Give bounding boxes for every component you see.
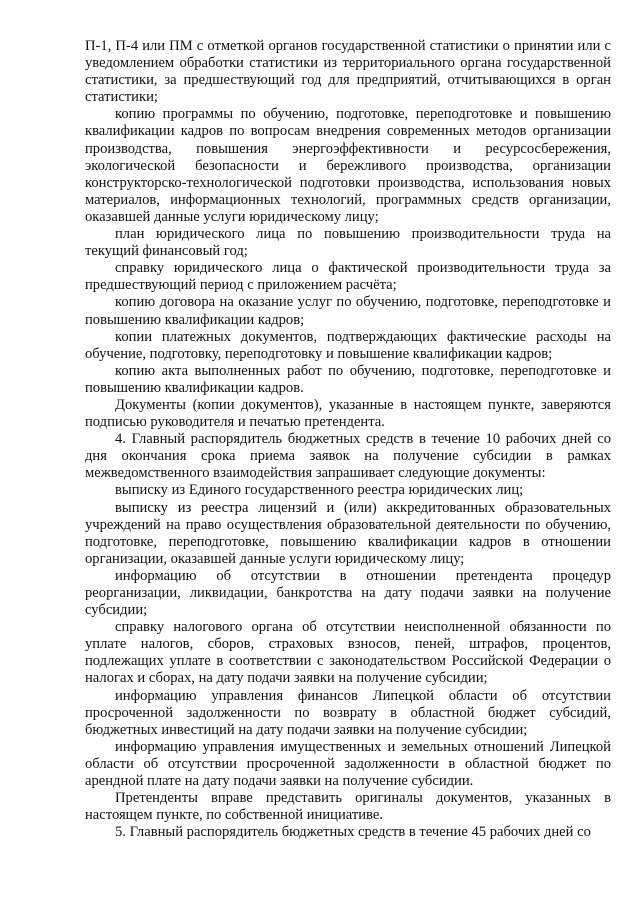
paragraph-tax-certificate: справку налогового органа об отсутствии неисполненной обязанности по уплате налогов, сборов, страховых взносов, пеней, штрафов, процентов, подлежащих уплате в соответствии с законодательством Российской Федерации о налогах и сборах, на дату подачи заявки на получение субсидии; xyxy=(85,619,611,687)
paragraph-statistics-forms: П-1, П-4 или ПМ с отметкой органов государственной статистики о принятии или с уведомлением обработки статистики из территориального органа государственной статистики, за предшествующий год для предприятий, отчитывающихся в орган статистики; xyxy=(85,38,611,106)
paragraph-productivity-certificate: справку юридического лица о фактической производительности труда за предшествующий период с приложением расчёта; xyxy=(85,260,611,294)
paragraph-service-contract: копию договора на оказание услуг по обучению, подготовке, переподготовке и повышению квалификации кадров; xyxy=(85,294,611,328)
paragraph-register-extract: выписку из Единого государственного реестра юридических лиц; xyxy=(115,482,524,499)
paragraph-productivity-plan: план юридического лица по повышению производительности труда на текущий финансовый год; xyxy=(85,226,611,260)
paragraph-finance-info: информацию управления финансов Липецкой области об отсутствии просроченной задолженности по возврату в областной бюджет субсидий, бюджетных инвестиций на дату подачи заявки на получение субсидии; xyxy=(85,687,611,738)
paragraph-license-extract: выписку из реестра лицензий и (или) аккредитованных образовательных учреждений на право осуществления образовательной деятельности по обучению, подготовке, переподготовке, повышению квалификации кадров в отношении организации, оказавшей данные услуги юридическому лицу; xyxy=(85,499,611,567)
paragraph-acceptance-act: копию акта выполненных работ по обучению, подготовке, переподготовке и повышению квалификации кадров. xyxy=(85,362,611,396)
document-page xyxy=(85,38,611,841)
paragraph-clause-5: 5. Главный распорядитель бюджетных средств в течение 45 рабочих дней со xyxy=(115,824,591,841)
paragraph-reorganization-info: информацию об отсутствии в отношении претендента процедур реорганизации, ликвидации, банкротства на дату подачи заявки на получение субсидии; xyxy=(85,567,611,619)
paragraph-certification-note: Документы (копии документов), указанные в настоящем пункте, заверяются подписью руководителя и печатью претендента. xyxy=(85,396,611,431)
paragraph-property-info: информацию управления имущественных и земельных отношений Липецкой области об отсутствии просроченной задолженности в областной бюджет по арендной плате на дату подачи заявки на получение субсидии. xyxy=(85,738,611,790)
paragraph-payment-documents: копии платежных документов, подтверждающих фактические расходы на обучение, подготовку, переподготовку и повышение квалификации кадров; xyxy=(85,328,611,362)
paragraph-originals-note: Претенденты вправе представить оригиналы документов, указанных в настоящем пункте, по собственной инициативе. xyxy=(85,790,611,824)
paragraph-clause-4: 4. Главный распорядитель бюджетных средств в течение 10 рабочих дней со дня окончания срока приема заявок на получение субсидии в рамках межведомственного взаимодействия запрашивает следующие документы: xyxy=(85,431,611,482)
paragraph-training-program: копию программы по обучению, подготовке, переподготовке и повышению квалификации кадров по вопросам внедрения современных методов организации производства, повышения энергоэффективности и ресурсосбережения, экологической безопасности и бережливого производства, организации конструкторско-технологической подготовки производства, использования новых материалов, информационных технологий, программных средств организации, оказавшей данные услуги юридическому лицу; xyxy=(85,106,611,225)
